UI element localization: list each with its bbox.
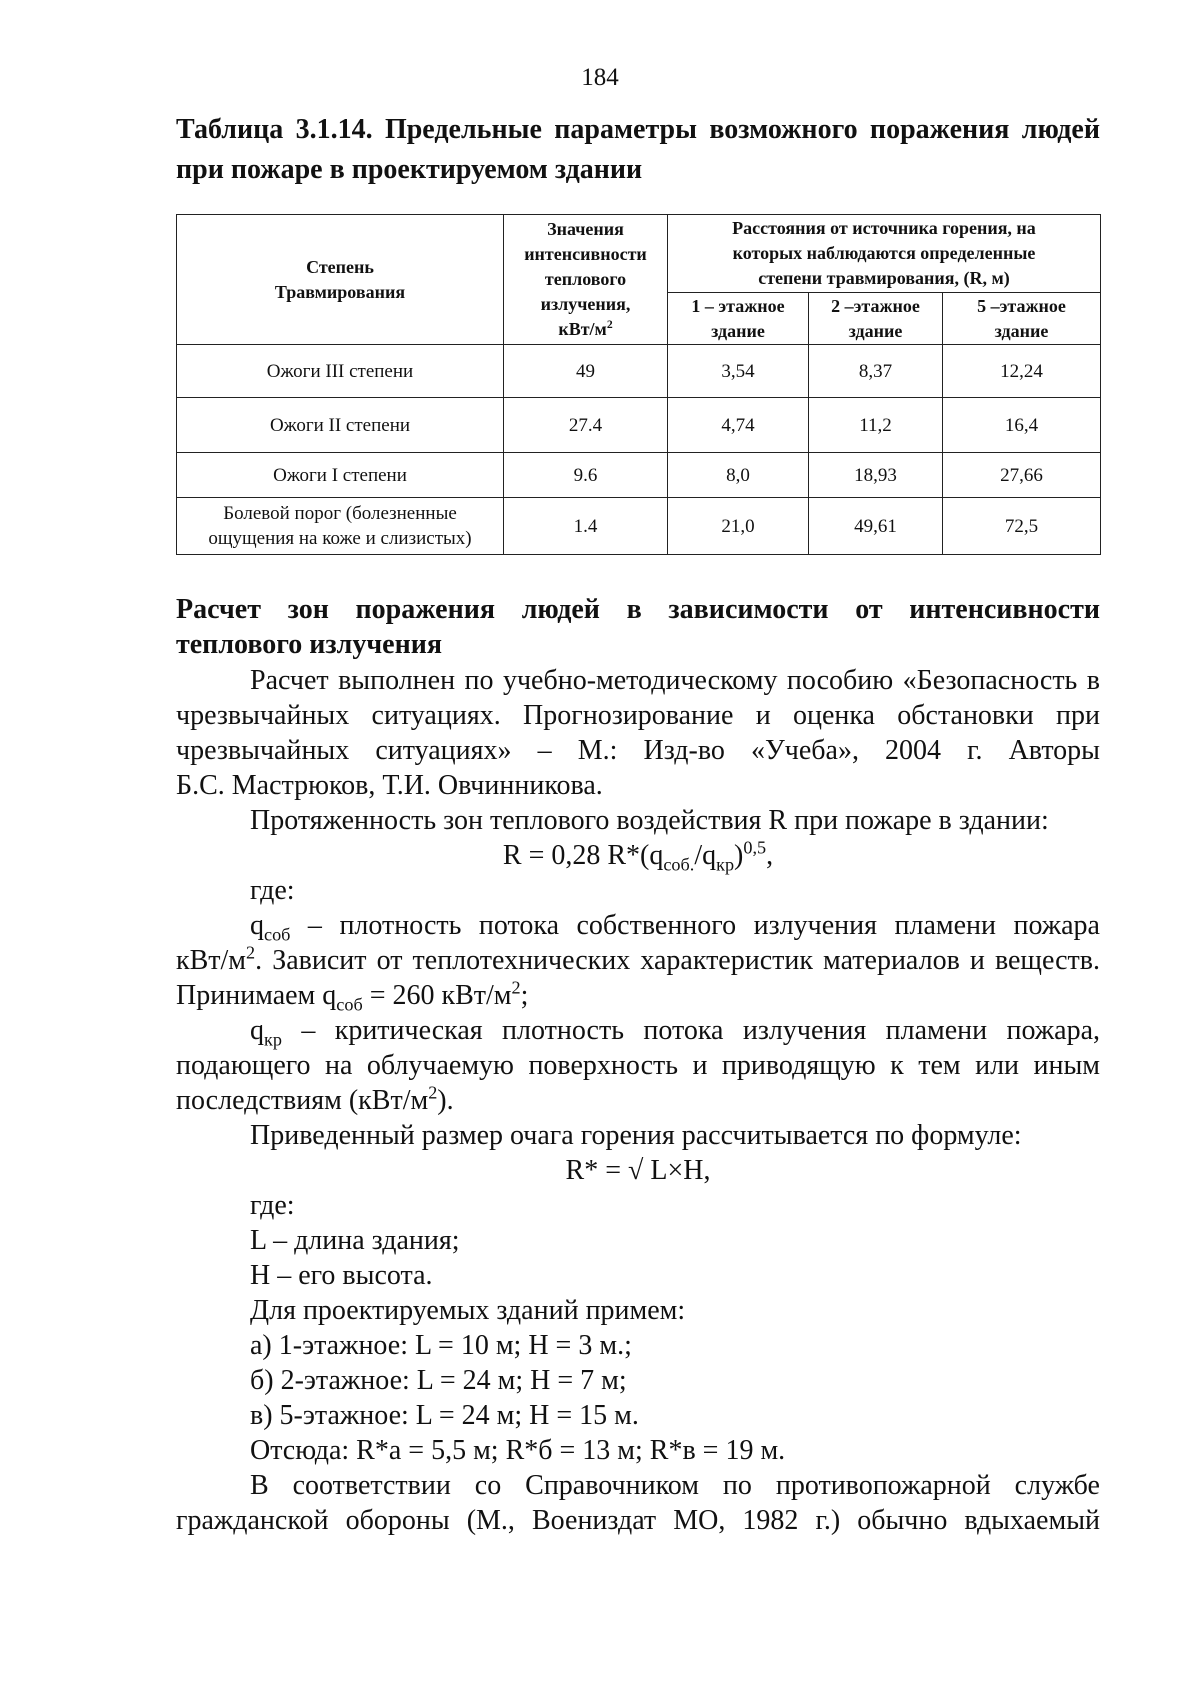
paragraph-line: чрезвычайных ситуациях. Прогнозирование и оценка обстановки при (176, 700, 1100, 731)
header-intensity: Значения интенсивности теплового излучения, кВт/$м^2$ (504, 215, 668, 345)
section-heading-line-2: теплового излучения (176, 629, 442, 660)
l-definition: L – длина здания; (250, 1225, 460, 1256)
table-caption-line-1: Таблица 3.1.14. Предельные параметры возможного поражения людей (176, 114, 1100, 145)
q-kr-definition: $q_{кр}$ – критическая плотность потока излучения пламени пожара, (250, 1015, 1100, 1050)
header-2-storey: 2 –этажное здание (809, 293, 943, 345)
paragraph-line: подающего на облучаемую поверхность и приводящую к тем или иным (176, 1050, 1100, 1081)
paragraph-line: гражданской обороны (М., Воениздат МО, 1982 г.) обычно вдыхаемый (176, 1505, 1100, 1536)
paragraph-line: Для проектируемых зданий примем: (250, 1295, 686, 1326)
list-item: а) 1-этажное: L = 10 м; H = 3 м.; (250, 1330, 632, 1361)
list-item: б) 2-этажное: L = 24 м; H = 7 м; (250, 1365, 627, 1396)
paragraph-line: Принимаем $q_{соб} = 260$ кВт/$м^2$; (176, 977, 529, 1015)
header-distance: Расстояния от источника горения, на которых наблюдаются определенные степени травмирования, (R, м) (668, 215, 1101, 293)
section-heading (176, 592, 1100, 662)
paragraph-line: В соответствии со Справочником по противопожарной службе (250, 1470, 1100, 1501)
header-1-storey: 1 – этажное здание (668, 293, 809, 345)
paragraph-line: Б.С. Мастрюков, Т.И. Овчинникова. (176, 770, 603, 801)
paragraph-line: Протяженность зон теплового воздействия R при пожаре в здании: (250, 805, 1049, 836)
section-heading-line-1: Расчет зон поражения людей в зависимости от интенсивности (176, 594, 1100, 625)
h-definition: H – его высота. (250, 1260, 433, 1291)
table-row: Ожоги III степени 49 3,54 8,37 12,24 (177, 345, 1101, 398)
list-item: в) 5-этажное: L = 24 м; H = 15 м. (250, 1400, 639, 1431)
paragraph-line: кВт/$м^2$. Зависит от теплотехнических характеристик материалов и веществ. (176, 942, 1100, 976)
paragraph-line: чрезвычайных ситуациях» – М.: Изд-во «Учеба», 2004 г. Авторы (176, 735, 1100, 766)
result-line: Отсюда: R*а = 5,5 м; R*б = 13 м; R*в = 19 м. (250, 1435, 786, 1466)
table-row: Болевой порог (болезненные ощущения на коже и слизистых) 1.4 21,0 49,61 72,5 (177, 498, 1101, 555)
injury-parameters-table (176, 214, 1101, 555)
formula-r-star: R* = √ L×H, (565, 1155, 711, 1186)
paragraph-line: Расчет выполнен по учебно-методическому пособию «Безопасность в (250, 665, 1100, 696)
table-row: Ожоги I степени 9.6 8,0 18,93 27,66 (177, 453, 1101, 498)
table-row: Ожоги II степени 27.4 4,74 11,2 16,4 (177, 398, 1101, 453)
where-label: где: (250, 875, 295, 906)
header-5-storey: 5 –этажное здание (943, 293, 1101, 345)
table-header-row (177, 215, 1101, 293)
header-degree: Степень Травмирования (177, 215, 504, 345)
paragraph-line: последствиям $(кВт/м^2)$. (176, 1082, 454, 1116)
table-caption (176, 110, 1100, 190)
paragraph-line: Приведенный размер очага горения рассчитывается по формуле: (250, 1120, 1022, 1151)
q-sob-definition: $q_{соб}$ – плотность потока собственного излучения пламени пожара (250, 910, 1100, 945)
table-caption-line-2: при пожаре в проектируемом здании (176, 154, 643, 185)
where-label: где: (250, 1190, 295, 1221)
formula-r: R = 0,28 $R*(q_{соб.}/q_{кр})^{0,5}$, (502, 837, 774, 875)
page-number: 184 (581, 64, 619, 91)
body-text (176, 663, 1100, 1538)
